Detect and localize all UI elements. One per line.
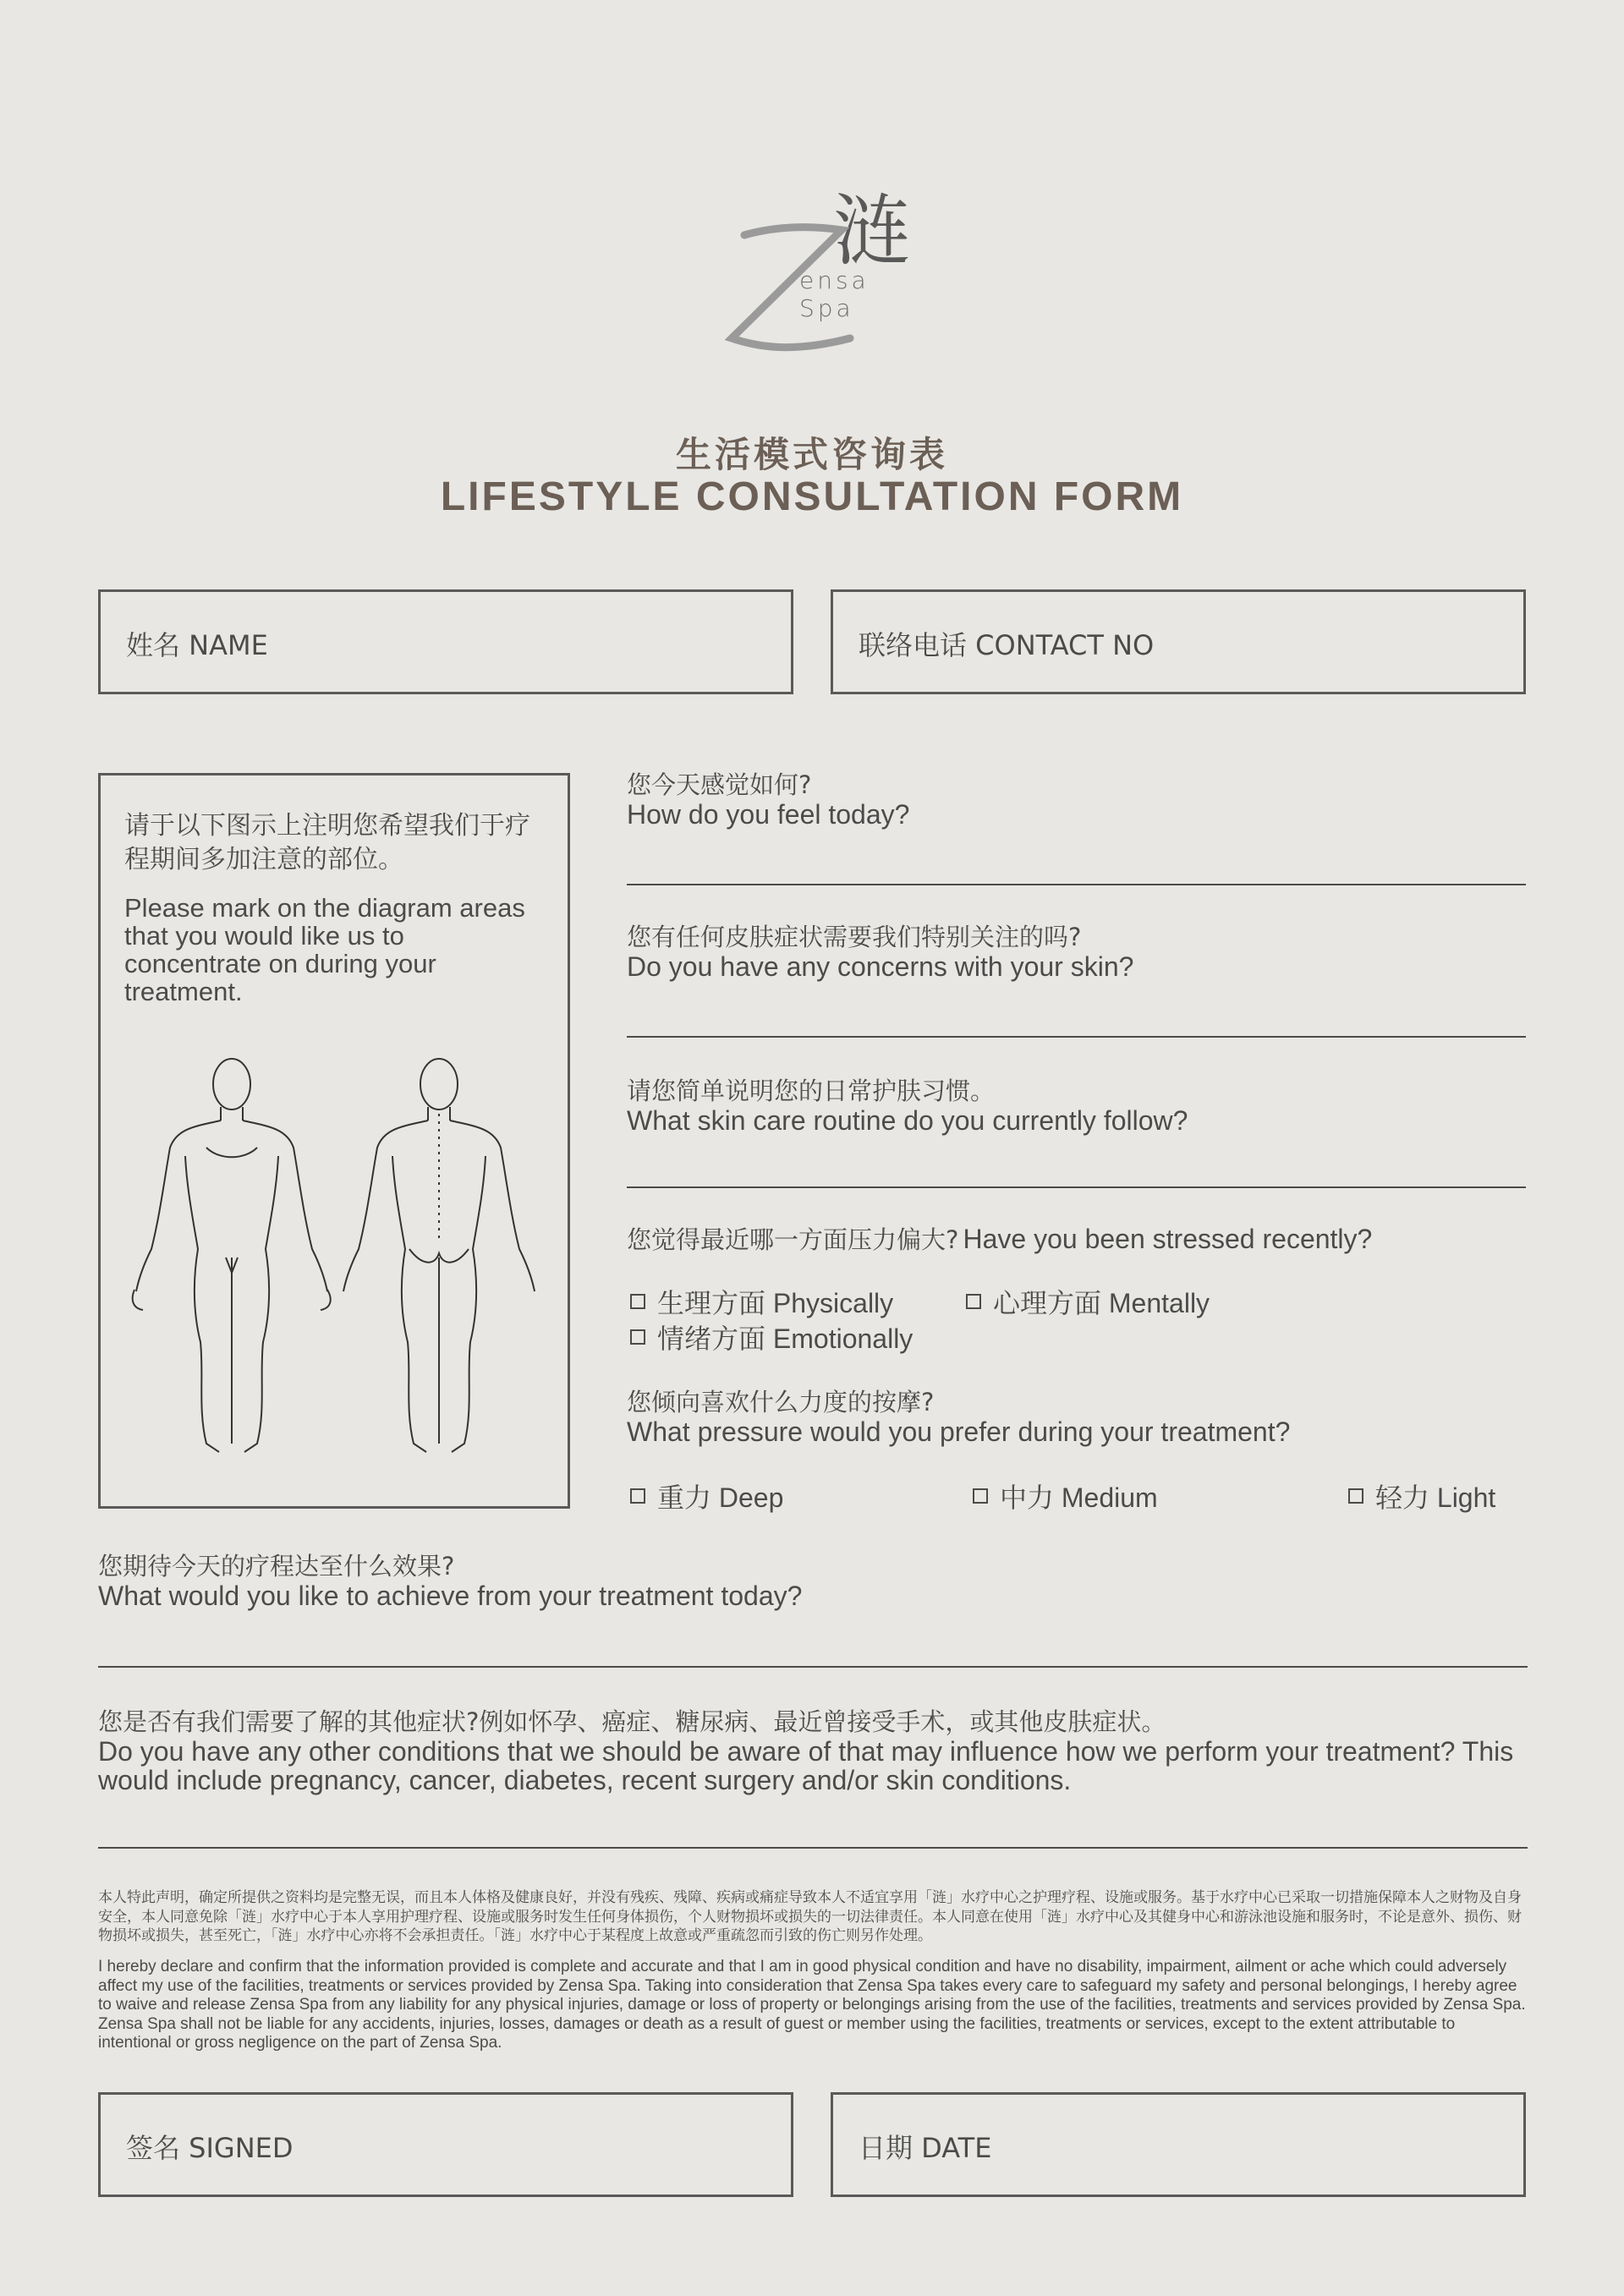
name-field[interactable] (98, 589, 793, 694)
contact-label: 联络电话 CONTACT NO (859, 629, 1155, 661)
question-routine-english: What skin care routine do you currently follow? (627, 1105, 1188, 1136)
option-physically-label: 生理方面 Physically (657, 1288, 894, 1318)
question-skin-english: Do you have any concerns with your skin? (627, 951, 1134, 982)
question-conditions-english: Do you have any other conditions that we should be aware of that may influence how we perform your treatment? This would include pregnancy, cancer, diabetes, recent surgery and/or skin conditions. (98, 1736, 1514, 1795)
question-routine (627, 1076, 1526, 1135)
date-field[interactable] (831, 2092, 1526, 2197)
diagram-instruction-english: Please mark on the diagram areas that you would like us to concentrate on during your treatment. (124, 893, 525, 1006)
answer-line-achieve[interactable] (98, 1666, 1528, 1668)
question-routine-chinese: 请您简单说明您的日常护肤习惯。 (627, 1077, 996, 1105)
pressure-option-deep[interactable] (630, 1477, 783, 1515)
contact-field[interactable] (831, 589, 1526, 694)
checkbox-physically[interactable] (630, 1294, 645, 1309)
name-label: 姓名 NAME (126, 629, 268, 661)
checkbox-mentally[interactable] (966, 1294, 981, 1309)
question-stress-chinese: 您觉得最近哪一方面压力偏大? (627, 1225, 959, 1254)
stress-option-emotionally[interactable] (630, 1318, 913, 1356)
checkbox-deep[interactable] (630, 1488, 645, 1504)
question-achieve-english: What would you like to achieve from your treatment today? (98, 1581, 803, 1611)
body-diagram-panel[interactable] (98, 773, 570, 1509)
question-feel (627, 770, 1526, 829)
question-pressure (627, 1387, 1526, 1446)
answer-line-conditions[interactable] (98, 1847, 1528, 1849)
question-conditions-chinese: 您是否有我们需要了解的其他症状?例如怀孕、癌症、糖尿病、最近曾接受手术，或其他皮肤症状。 (98, 1707, 1166, 1736)
option-deep-label: 重力 Deep (657, 1482, 784, 1513)
option-emotionally-label: 情绪方面 Emotionally (657, 1323, 914, 1354)
pressure-option-medium[interactable] (973, 1477, 1158, 1515)
stress-option-physically[interactable] (630, 1282, 893, 1321)
front-body-figure (133, 1059, 331, 1452)
date-label: 日期 DATE (859, 2132, 992, 2164)
option-medium-label: 中力 Medium (1000, 1482, 1158, 1513)
declaration-chinese: 本人特此声明，确定所提供之资料均是完整无误，而且本人体格及健康良好，并没有残疾、残障、疾病或痛症导致本人不适宜享用「涟」水疗中心之护理疗程、设施或服务。基于水疗中心已采取一切措施保障本人之财物及自身安全，本人同意免除「涟」水疗中心于本人享用护理疗程、设施或服务时发生任何身体损伤，个人财物损坏或损失的一切法律责任。本人同意在使用「涟」水疗中心及其健身中心和游泳池设施和服务时，不论是意外、损伤、财物损坏或损失，甚至死亡，「涟」水疗中心亦将不会承担责任。「涟」水疗中心于某程度上故意或严重疏忽而引致的伤亡则另作处理。 (98, 1889, 1522, 1944)
body-figures[interactable] (126, 1055, 549, 1477)
question-conditions (98, 1707, 1528, 1795)
stress-option-mentally[interactable] (966, 1282, 1210, 1321)
checkbox-light[interactable] (1348, 1488, 1363, 1504)
signed-label: 签名 SIGNED (126, 2132, 294, 2164)
question-pressure-english: What pressure would you prefer during your treatment? (627, 1417, 1291, 1447)
question-achieve-chinese: 您期待今天的疗程达至什么效果? (98, 1552, 455, 1581)
logo-chinese-char: 涟 (833, 186, 912, 277)
diagram-instruction-chinese: 请于以下图示上注明您希望我们于疗程期间多加注意的部位。 (124, 811, 530, 874)
question-pressure-chinese: 您倾向喜欢什么力度的按摩? (627, 1388, 935, 1417)
question-skin (627, 922, 1526, 981)
zensa-spa-logo (706, 169, 935, 364)
signature-field[interactable] (98, 2092, 793, 2197)
back-body-figure (343, 1059, 535, 1452)
answer-line-routine[interactable] (627, 1186, 1526, 1188)
answer-line-feel[interactable] (627, 884, 1526, 885)
pressure-option-light[interactable] (1348, 1477, 1495, 1515)
form-title-chinese: 生活模式咨询表 (675, 434, 948, 475)
option-light-label: 轻力 Light (1375, 1482, 1496, 1513)
question-feel-chinese: 您今天感觉如何? (627, 770, 812, 799)
checkbox-emotionally[interactable] (630, 1329, 645, 1345)
question-stress (627, 1225, 1540, 1255)
declaration-english: I hereby declare and confirm that the information provided is complete and accurate and that I am in good physical condition and have no disability, impairment, ailment or ache which could adversely affect my use of the facilities, treatments or services provided by Zensa Spa. Taking into consideration that Zensa Spa takes every care to safeguard my safety and personal belongings, I hereby agree to waive and release Zensa Spa from any liability for any physical injuries, damage or loss of property or belongings arising from the use of the facilities, treatments and services provided by Zensa Spa. Zensa Spa shall not be liable for any accidents, injuries, losses, damages or death as a result of guest or member using the facilities, treatments or services, except to the extent attributable to intentional or gross negligence on the part of Zensa Spa. (98, 1958, 1526, 2052)
logo-spa-name: ensa Spa (799, 266, 870, 322)
form-title-english: LIFESTYLE CONSULTATION FORM (440, 474, 1184, 519)
question-skin-chinese: 您有任何皮肤症状需要我们特别关注的吗? (627, 923, 1082, 951)
option-mentally-label: 心理方面 Mentally (993, 1288, 1210, 1318)
question-achieve (98, 1551, 1528, 1610)
checkbox-medium[interactable] (973, 1488, 988, 1504)
question-stress-english: Have you been stressed recently? (963, 1224, 1373, 1254)
question-feel-english: How do you feel today? (627, 799, 910, 830)
answer-line-skin[interactable] (627, 1036, 1526, 1038)
